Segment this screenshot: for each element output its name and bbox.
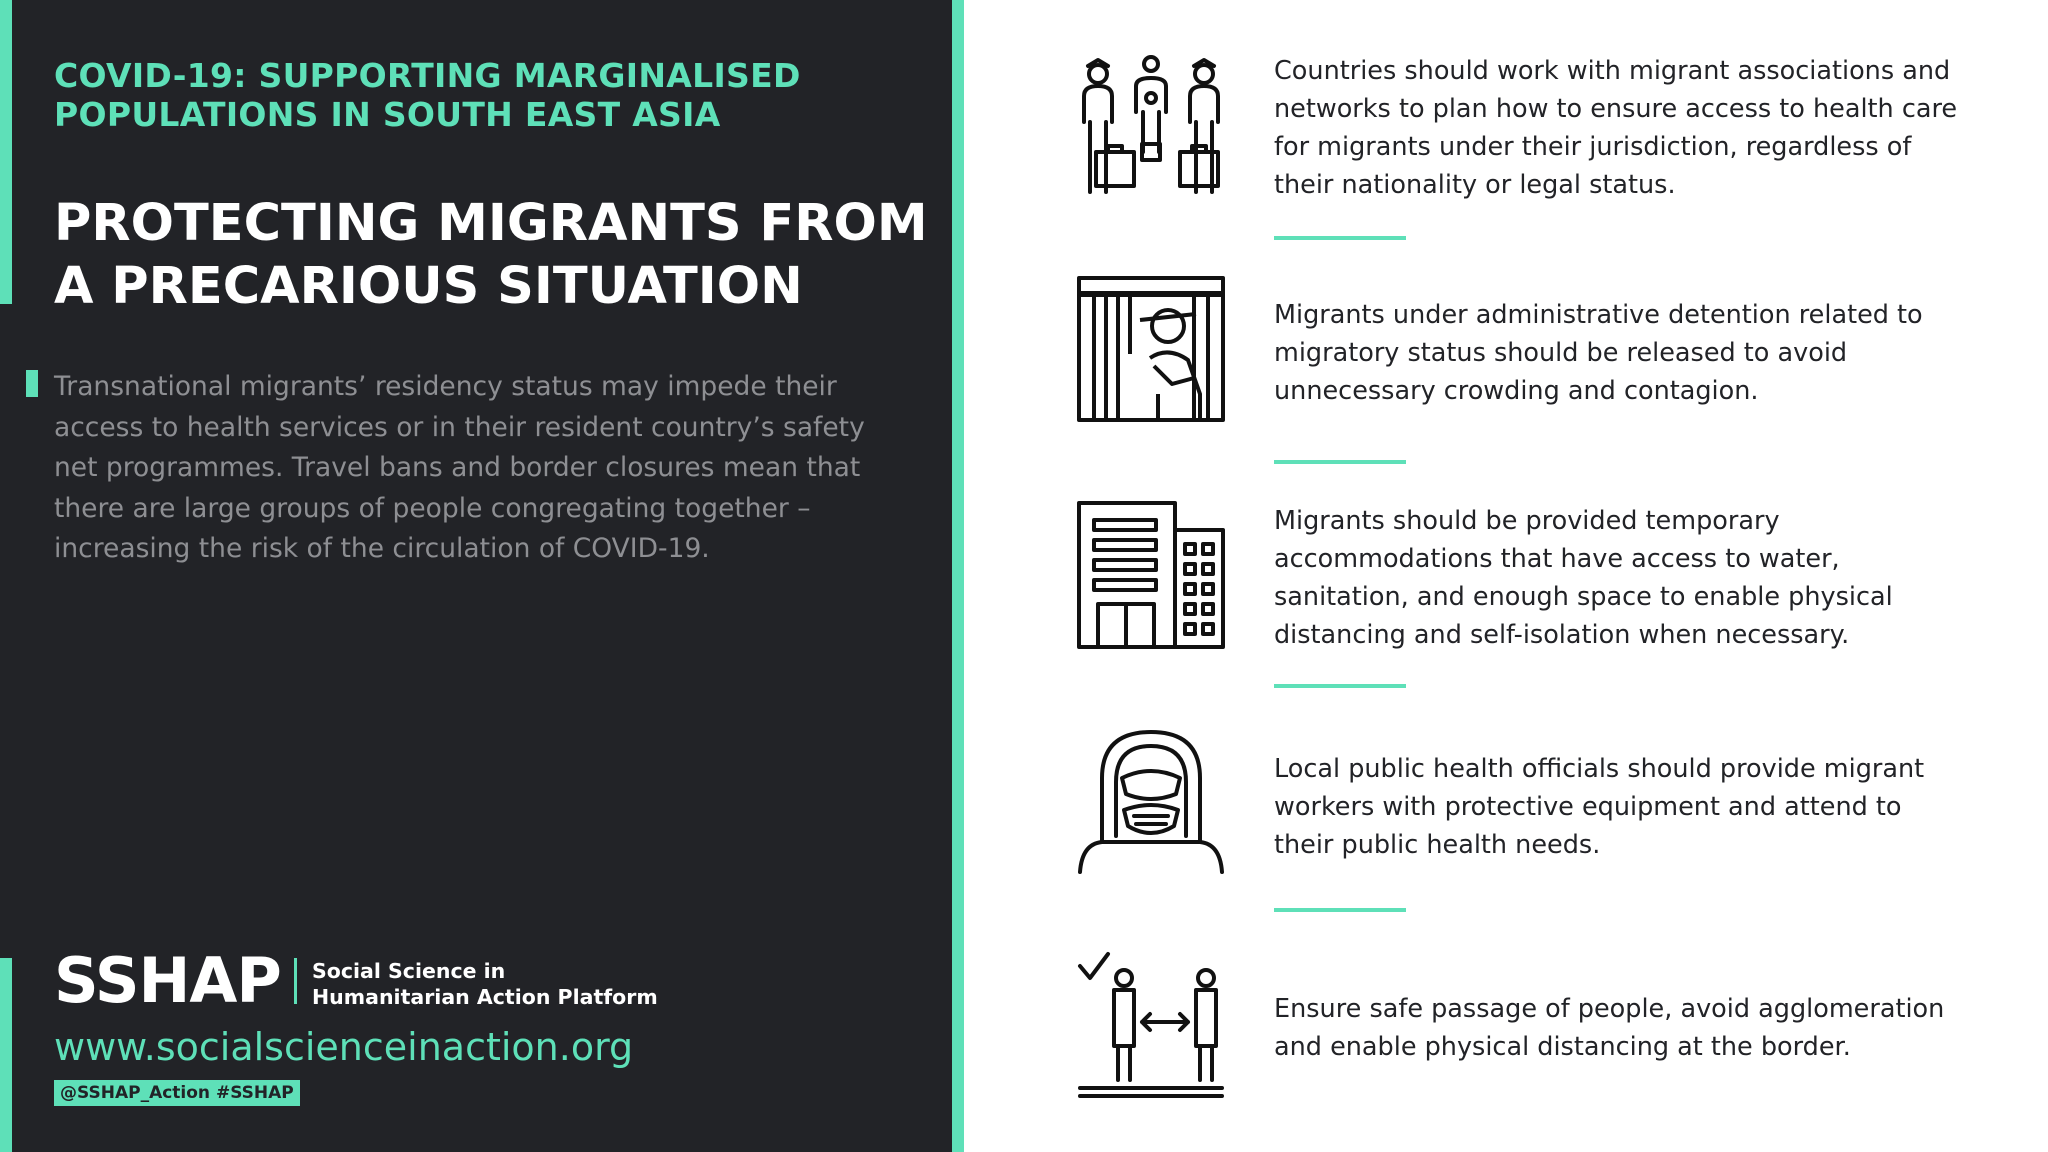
logo-subtitle-line1: Social Science in (312, 959, 506, 983)
protective-suit-icon (1076, 726, 1226, 876)
panel-divider (952, 0, 964, 1152)
sshap-logo: SSHAP (54, 944, 281, 1017)
logo-subtitle-line2: Humanitarian Action Platform (312, 985, 658, 1009)
logo-divider (294, 958, 297, 1004)
separator-4 (1274, 908, 1406, 912)
physical-distancing-icon (1076, 950, 1226, 1100)
page-title: PROTECTING MIGRANTS FROM A PRECARIOUS SITUATION (54, 194, 928, 316)
separator-1 (1274, 236, 1406, 240)
website-link[interactable]: www.socialscienceinaction.org (54, 1025, 634, 1069)
logo-subtitle (312, 958, 658, 1010)
social-handle[interactable]: @SSHAP_Action #SSHAP (54, 1080, 300, 1106)
recommendation-5: Ensure safe passage of people, avoid agglomeration and enable physical distancing at the border. (1274, 994, 1945, 1062)
separator-3 (1274, 684, 1406, 688)
detention-icon (1076, 274, 1226, 424)
intro-marker (26, 370, 38, 397)
intro-paragraph: Transnational migrants’ residency status may impede their access to health services or in their resident country’s safety net programmes. Travel bans and border closures mean that there are large groups of people congregating together – increasing the risk of the circulation of COVID-19. (54, 371, 865, 564)
recommendation-2: Migrants under administrative detention related to migratory status should be released to avoid unnecessary crowding and contagion. (1274, 300, 1923, 406)
building-icon (1076, 500, 1226, 650)
accent-bar-top (0, 0, 12, 304)
recommendation-3: Migrants should be provided temporary accommodations that have access to water, sanitation, and enough space to enable physical distancing and self-isolation when necessary. (1274, 506, 1893, 650)
series-kicker: COVID-19: SUPPORTING MARGINALISED POPULATIONS IN SOUTH EAST ASIA (54, 56, 801, 134)
recommendation-1: Countries should work with migrant associations and networks to plan how to ensure access to health care for migrants under their jurisdiction, regardless of their nationality or legal status. (1274, 56, 1958, 200)
recommendation-4: Local public health officials should provide migrant workers with protective equipment and attend to their public health needs. (1274, 754, 1925, 860)
accent-bar-bottom (0, 958, 12, 1152)
migrant-family-icon (1076, 52, 1226, 202)
separator-2 (1274, 460, 1406, 464)
